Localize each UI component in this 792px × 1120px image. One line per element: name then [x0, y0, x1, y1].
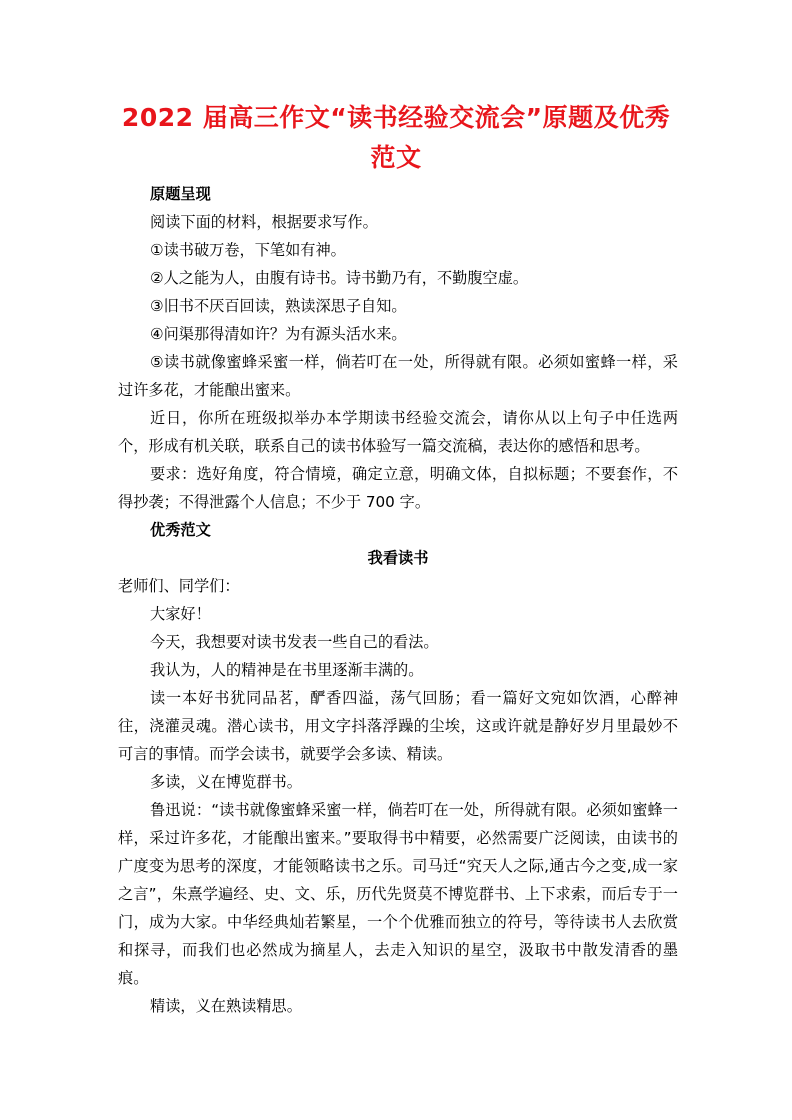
- essay-paragraph: 大家好！: [150, 605, 211, 623]
- document-body: [118, 180, 678, 1020]
- prompt-quote-1: ①读书破万卷，下笔如有神。: [150, 241, 346, 259]
- prompt-paragraph: 阅读下面的材料，根据要求写作。: [150, 213, 378, 231]
- essay-salutation: 老师们、同学们：: [118, 577, 240, 595]
- section-heading-essay: 优秀范文: [150, 521, 211, 539]
- essay-paragraph: 多读，义在博览群书。: [150, 773, 302, 791]
- prompt-task: 近日，你所在班级拟举办本学期读书经验交流会，请你从以上句子中任选两个，形成有机关联，联系自己的读书体验写一篇交流稿，表达你的感悟和思考。: [118, 409, 678, 455]
- prompt-quote-5: ⑤读书就像蜜蜂采蜜一样，倘若叮在一处，所得就有限。必须如蜜蜂一样，采过许多花，才能酿出蜜来。: [118, 353, 678, 399]
- prompt-quote-2: ②人之能为人，由腹有诗书。诗书勤乃有，不勤腹空虚。: [150, 269, 529, 287]
- section-heading-prompt: 原题呈现: [150, 185, 211, 203]
- essay-paragraph: 读一本好书犹同品茗，酽香四溢，荡气回肠；看一篇好文宛如饮酒，心醉神往，浇灌灵魂。潜心读书，用文字抖落浮躁的尘埃，这或许就是静好岁月里最妙不可言的事情。而学会读书，就要学会多读、精读。: [118, 689, 678, 763]
- essay-title: 我看读书: [367, 549, 429, 567]
- prompt-quote-4: ④问渠那得清如许？为有源头活水来。: [150, 325, 407, 343]
- essay-paragraph: 精读，义在熟读精思。: [150, 997, 302, 1015]
- title-line-2: 范文: [370, 143, 422, 172]
- document-title: [100, 98, 692, 178]
- prompt-requirements: 要求：选好角度，符合情境，确定立意，明确文体，自拟标题；不要套作，不得抄袭；不得泄露个人信息；不少于 700 字。: [118, 465, 678, 511]
- essay-paragraph: 我认为，人的精神是在书里逐渐丰满的。: [150, 661, 424, 679]
- prompt-quote-3: ③旧书不厌百回读，熟读深思子自知。: [150, 297, 407, 315]
- essay-paragraph: 今天，我想要对读书发表一些自己的看法。: [150, 633, 439, 651]
- essay-paragraph: 鲁迅说：“读书就像蜜蜂采蜜一样，倘若叮在一处，所得就有限。必须如蜜蜂一样，采过许多花，才能酿出蜜来。”要取得书中精要，必然需要广泛阅读，由读书的广度变为思考的深度，才能领略读书之乐。司马迁“究天人之际,通古今之变,成一家之言”，朱熹学遍经、史、文、乐，历代先贤莫不博览群书、上下求索，而后专于一门，成为大家。中华经典灿若繁星，一个个优雅而独立的符号，等待读书人去欣赏和探寻，而我们也必然成为摘星人，去走入知识的星空，汲取书中散发清香的墨痕。: [118, 801, 678, 987]
- title-line-1: 2022 届高三作文“读书经验交流会”原题及优秀: [121, 103, 671, 132]
